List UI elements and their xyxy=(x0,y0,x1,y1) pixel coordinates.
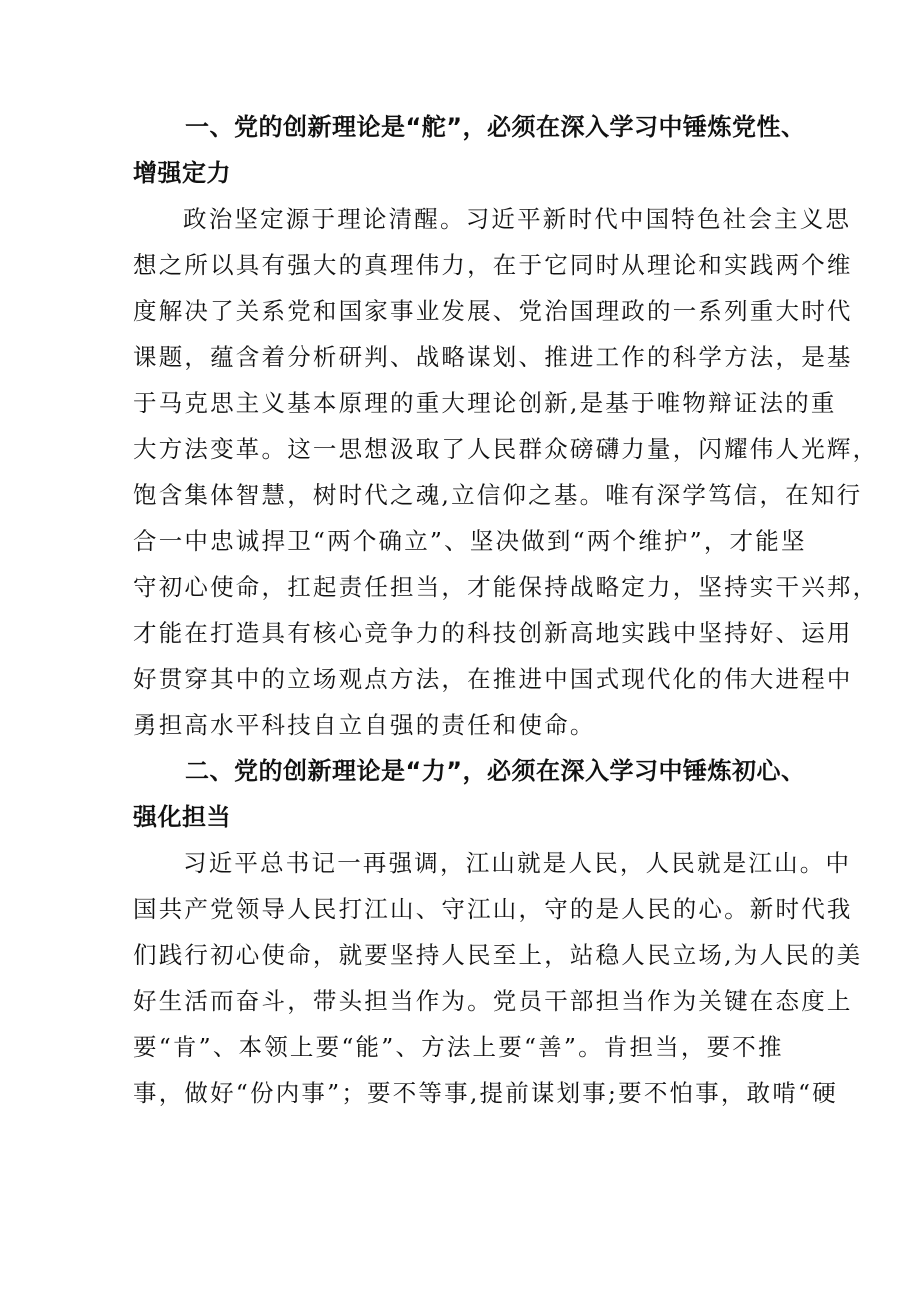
body-line: 好生活而奋斗，带头担当作为。党员干部担当作为关键在态度上 xyxy=(133,987,853,1015)
heading-line: 二、党的创新理论是“力”，必须在深入学习中锤炼初心、 xyxy=(185,757,806,785)
body-line: 好贯穿其中的立场观点方法，在推进中国式现代化的伟大进程中 xyxy=(133,665,853,693)
body-line: 勇担高水平科技自立自强的责任和使命。 xyxy=(133,711,596,739)
body-line: 政治坚定源于理论清醒。习近平新时代中国特色社会主义思 xyxy=(183,205,852,233)
body-line: 度解决了关系党和国家事业发展、党治国理政的一系列重大时代 xyxy=(133,297,853,325)
heading-line: 增强定力 xyxy=(133,159,231,187)
section-body xyxy=(133,840,863,1116)
section-1 xyxy=(133,104,879,748)
section-body xyxy=(133,196,879,748)
heading-line: 强化担当 xyxy=(133,803,231,831)
section-heading xyxy=(133,748,808,840)
body-line: 于马克思主义基本原理的重大理论创新,是基于唯物辩证法的重 xyxy=(133,389,837,417)
body-line: 课题，蕴含着分析研判、战略谋划、推进工作的科学方法，是基 xyxy=(133,343,853,371)
body-line: 国共产党领导人民打江山、守江山，守的是人民的心。新时代我 xyxy=(133,895,853,923)
body-line: 合一中忠诚捍卫“两个确立”、坚决做到“两个维护”，才能坚 xyxy=(133,527,807,555)
section-2 xyxy=(133,748,863,1116)
body-line: 想之所以具有强大的真理伟力，在于它同时从理论和实践两个维 xyxy=(133,251,853,279)
body-line: 守初心使命，扛起责任担当，才能保持战略定力，坚持实干兴邦， xyxy=(133,573,879,601)
section-heading xyxy=(133,104,808,196)
body-line: 饱含集体智慧，树时代之魂,立信仰之基。唯有深学笃信，在知行 xyxy=(133,481,863,509)
body-line: 们践行初心使命，就要坚持人民至上，站稳人民立场,为人民的美 xyxy=(133,941,863,969)
body-line: 要“肯”、本领上要“能”、方法上要“善”。肯担当，要不推 xyxy=(133,1033,784,1061)
body-line: 习近平总书记一再强调，江山就是人民，人民就是江山。中 xyxy=(183,849,852,877)
body-line: 大方法变革。这一思想汲取了人民群众磅礴力量，闪耀伟人光辉， xyxy=(133,435,879,463)
body-line: 才能在打造具有核心竞争力的科技创新高地实践中坚持好、运用 xyxy=(133,619,853,647)
body-line: 事，做好“份内事”；要不等事,提前谋划事;要不怕事，敢啃“硬 xyxy=(133,1079,838,1107)
heading-line: 一、党的创新理论是“舵”，必须在深入学习中锤炼党性、 xyxy=(185,113,806,141)
